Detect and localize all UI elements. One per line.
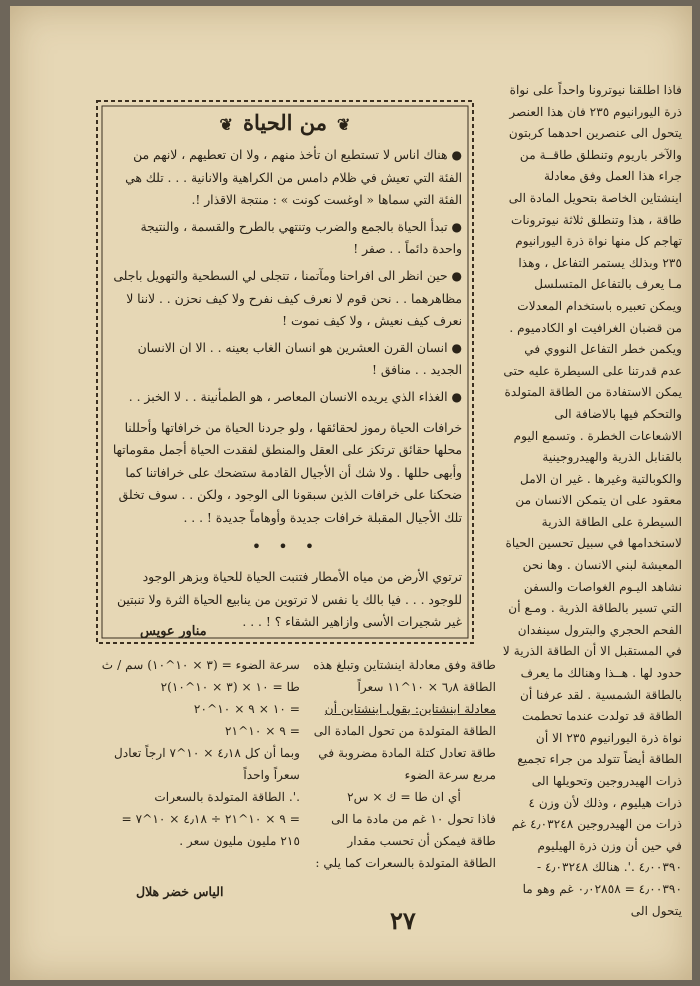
page-number: ٢٧ bbox=[390, 906, 416, 935]
box-title-text: من الحياة bbox=[242, 110, 328, 135]
calc-line: = ١٠ × ٩ × ١٠^٢٠ bbox=[193, 702, 300, 716]
box-title bbox=[94, 110, 476, 135]
box-content bbox=[110, 144, 462, 634]
bullet-item: ●انسان القرن العشرين هو انسان الغاب بعينه . . الا ان الانسان الجديد . . منافق ! bbox=[137, 340, 462, 378]
calculation-intro: فاذا تحول ١٠ غم من مادة ما الى طاقة فيمكن أن تحسب مقدار الطاقة المتولدة بالسعرات كما يلي : bbox=[315, 812, 496, 870]
article-author: الياس خضر هلال bbox=[136, 884, 224, 899]
from-life-box bbox=[94, 98, 476, 646]
einstein-heading: معادلة اينشتاين: يقول اينشتاين أن bbox=[324, 702, 496, 716]
calc-line: = ٩ × ١٠^٢١ ÷ ٤٫١٨ × ١٠^٧ = ٢١٥ مليون مليون سعر . bbox=[121, 812, 300, 848]
einstein-formula: أي ان طا = ك × س٢ bbox=[347, 790, 461, 804]
middle-column bbox=[312, 654, 496, 874]
bullet-icon: ● bbox=[451, 148, 462, 162]
right-column-text: فاذا اطلقنا نيوترونا واحداً على نواة ذرة اليورانيوم ٢٣٥ فان هذا العنصر يتحول الى عنصرين احدهما كربتون والآخر باريوم وتنطلق طاقــة من جراء هذا العمل وفق معادلة اينشتاين الخاصة بتحويل المادة الى طاقة ، هذا وتنطلق ثلاثة نيوترونات تهاجم كل منها نواة ذرة اليورانيوم ٢٣٥ وبذلك يستمر التفاعل ، وهذا مـا يعرف بالتفاعل المتسلسل ويمكن تعبيره باستخدام المعدلات من قضبان الغرافيت او الكادميوم . ويكمن خطر التفاعل النووي في عدم قدرتنا على السيطرة عليه حتى يمكن الاستفادة من الطاقة المتولدة والتحكم فيها بالاضافة الى الاشعاعات الخطرة . وتسمع اليوم بالقنابل الذرية والهيدروجينية والكوبالتية وغيرها . غير ان الامل معقود على ان يتمكن الانسان من السيطرة على الطاقة الذرية لاستخدامها في سبيل تحسين الحياة المعيشة لبني الانسان . وها نحن نشاهد اليـوم الغواصات والسفن التي تسير بالطاقة الذرية . ومـع أن الفحم الحجري والبترول سينفدان في المستقبل الا أن الطاقة الذرية لا حدود لها . هــذا وهنالك ما يعرف بالطاقة الشمسية . لقد عرفنا أن الطاقة قد تولدت عندما تحطمت نواة ذرة اليورانيوم ٢٣٥ الا أن الطاقة أيضاً تتولد من جراء تجميع ذرات الهيدروجين وتحويلها الى ذرات هيليوم ، وذلك لأن وزن ٤ ذرات من الهيدروجين ٤٫٠٣٢٤٨ غم في حين أن وزن ذرة الهيليوم ٤٫٠٠٣٩٠ .'. هنالك ٤٫٠٣٢٤٨ - ٤٫٠٠٣٩٠ = ٠٫٠٢٨٥٨ غم وهو ما يتحول الى bbox=[502, 83, 682, 918]
calc-line: وبما أن كل ٤٫١٨ × ١٠^٧ ارجاً تعادل سعراً واحداً bbox=[113, 746, 300, 782]
left-calculation-column bbox=[100, 654, 300, 852]
einstein-text: الطاقة المتولدة من تحول المادة الى طاقة تعادل كتلة المادة مضروبة في مربع سرعة الضوء bbox=[313, 724, 496, 782]
closing-paragraph: ترتوي الأرض من مياه الأمطار فتنبت الحياة للحياة وبزهر الوجود للوجود . . . فيا بالك يا نفس لا ترتوين من ينابيع الحياة الثرة ولا تنبتين غير شجيرات الأسى وازاهير الشقاء ؟ ! . . . bbox=[116, 570, 462, 630]
bullet-icon: ● bbox=[451, 219, 462, 234]
bullet-icon: ● bbox=[451, 389, 462, 404]
myths-paragraph: خرافات الحياة رموز لحقائقها ، ولو جردنا الحياة من خرافاتها وأحللنا محلها حقائق ترتكز على العقل والمنطق لفقدت الحياة أجمل مقوماتها وأبهى حللها . ولا شك أن الأجيال القادمة ستضحك على خرافاتنا كما ضحكنا على خرافات الذين سبقونا الى الوجود ، ولكن . . سوف تخلق تلك الأجيال المقبلة خرافات جديدة وأوهاماً جديدة ! . . . bbox=[112, 420, 462, 525]
magazine-page bbox=[10, 6, 692, 980]
calc-line: طا = ١٠ × (٣ × ١٠^١٠)٢ bbox=[160, 680, 300, 694]
bullet-icon: ● bbox=[451, 340, 462, 355]
section-separator: • • • bbox=[251, 536, 321, 556]
bullet-icon: ● bbox=[451, 268, 462, 283]
calc-line: .'. الطاقة المتولدة بالسعرات bbox=[154, 790, 300, 804]
calc-line: = ٩ × ١٠^٢١ bbox=[224, 724, 300, 738]
energy-value-text: طاقة وفق معادلة اينشتاين وتبلغ هذه الطاقة ٦٫٨ × ١٠^١١ سعراً bbox=[313, 658, 496, 694]
ornament-icon: ❦ bbox=[219, 115, 233, 134]
right-article-column bbox=[502, 80, 682, 922]
bullet-item: ●تبدأ الحياة بالجمع والضرب وتنتهي بالطرح والقسمة ، والنتيجة واحدة دائماً . . صفر ! bbox=[140, 219, 462, 257]
bullet-item: ●حين انظر الى افراحنا ومآتمنا ، تتجلى لي السطحية والتهويل باجلى مظاهرهما . . نحن قوم لا نعرف كيف نفرح ولا كيف نحزن . . لاننا لا نعرف كيف نعيش ، ولا كيف نموت ! bbox=[113, 268, 462, 329]
bullet-item: ●هناك اناس لا تستطيع ان تأخذ منهم ، ولا ان تعطيهم ، لانهم من الفئة التي تعيش في ظلام دامس من الكراهية والانانية . . . تلك هي الفئة التي سماها « اوغست كونت » : منتجة الاقذار !. bbox=[125, 148, 462, 208]
ornament-icon: ❦ bbox=[337, 115, 351, 134]
bullet-item: ●الغذاء الذي يريده الانسان المعاصر ، هو الطمأنينة . . لا الخبز . . bbox=[128, 389, 462, 404]
calc-line: سرعة الضوء = (٣ × ١٠^١٠) سم / ث bbox=[101, 658, 300, 672]
author-name-box: مناور عويس bbox=[140, 624, 207, 639]
